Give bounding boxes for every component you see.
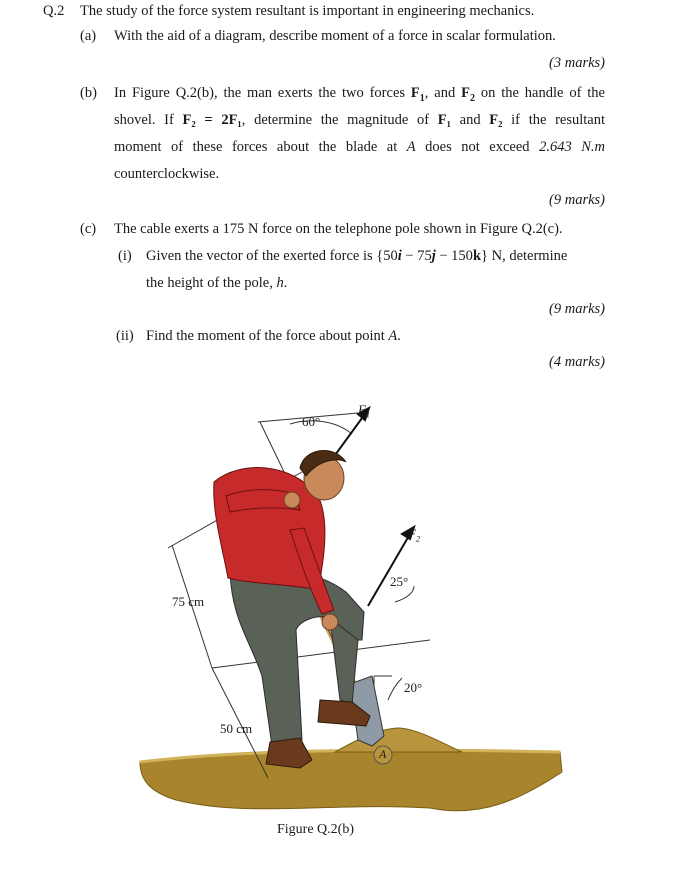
part-b-line-1: In Figure Q.2(b), the man exerts the two forces $F_1$, and $F_2$ on the handle of the — [114, 85, 605, 104]
part-c-ii-label: (ii) — [116, 328, 134, 344]
angle-label-top: 60° — [302, 414, 321, 429]
part-b-marks: (9 marks) — [549, 192, 605, 208]
part-c-i-line-1: Given the vector of the exerted force is {50i − 75j − 150k} N, determine — [146, 248, 568, 264]
point-a-label: A — [379, 747, 387, 761]
part-b-label: (b) — [80, 85, 97, 101]
part-a-marks: (3 marks) — [549, 55, 605, 71]
part-c-label: (c) — [80, 221, 97, 237]
man-hand-bottom — [322, 614, 338, 630]
part-b-line-2: shovel. If F₂ = 2F₁, determine the magnitude of F₁ and F₂ if the resultant — [114, 112, 606, 128]
part-a-label: (a) — [80, 28, 97, 44]
dimension-50cm: 50 cm — [220, 721, 253, 736]
ground — [140, 750, 562, 811]
part-c-i-marks: (9 marks) — [549, 301, 605, 317]
angle-label-blade: 20° — [404, 680, 423, 695]
part-c-i-label: (i) — [118, 248, 132, 264]
equation: F₂ = 2F₁ — [182, 112, 242, 128]
man-boot-back — [266, 738, 312, 768]
force-label-f2: $F_2$ — [408, 526, 420, 544]
figure-caption: Figure Q.2(b) — [277, 822, 354, 837]
dirt-mound — [335, 728, 462, 752]
question-number: Q.2 — [43, 3, 65, 19]
part-a-text: With the aid of a diagram, describe moment of a force in scalar formulation. — [114, 28, 556, 44]
part-c-ii-marks: (4 marks) — [549, 354, 605, 370]
force-label-f1: $F_1$ — [358, 402, 370, 420]
dimension-75cm: 75 cm — [172, 594, 205, 609]
part-c-i-line-2: the height of the pole, h. — [146, 275, 288, 291]
part-c-ii-text: Find the moment of the force about point A. — [146, 328, 401, 344]
part-c-text: The cable exerts a 175 N force on the telephone pole shown in Figure Q.2(c). — [114, 221, 563, 237]
question-intro: The study of the force system resultant is important in engineering mechanics. — [80, 3, 535, 19]
part-b-line-4: counterclockwise. — [114, 166, 220, 182]
man-hand-top — [284, 492, 300, 508]
angle-label-f2: 25° — [390, 574, 409, 589]
part-b-line-3: moment of these forces about the blade at A does not exceed 2.643 N.m — [114, 139, 605, 155]
